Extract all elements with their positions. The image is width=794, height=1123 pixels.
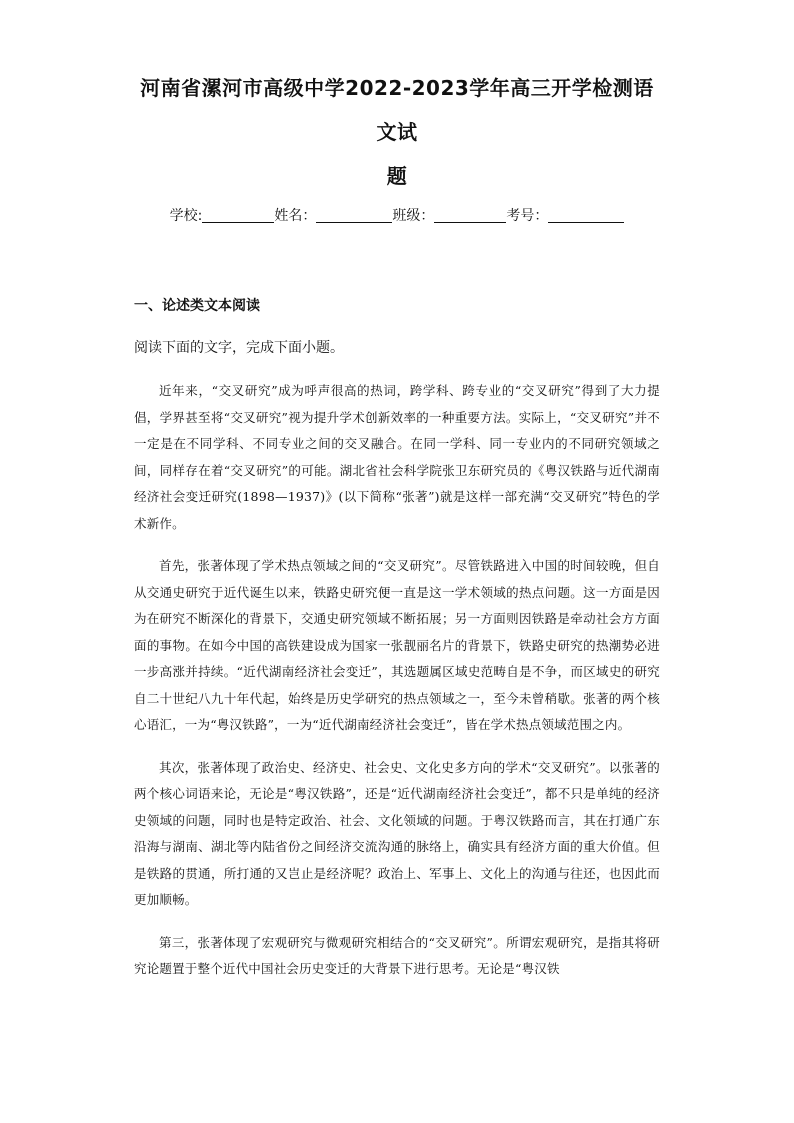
name-field: [274, 206, 392, 226]
id-label: 考号：: [506, 208, 549, 224]
student-info-line: [134, 206, 660, 226]
id-field: [506, 206, 624, 226]
id-blank: [548, 208, 624, 223]
class-label: 班级：: [392, 208, 435, 224]
title-line-2: 题: [386, 164, 408, 188]
title-line-1: 河南省漯河市高级中学2022-2023学年高三开学检测语文试: [140, 76, 654, 144]
passage-paragraph-2: 首先，张著体现了学术热点领域之间的“交叉研究”。尽管铁路进入中国的时间较晚，但自从交通史研究于近代诞生以来，铁路史研究便一直是这一学术领域的热点问题。这一方面是因为在研究不断深化的背景下，交通史研究领域不断拓展；另一方面则因铁路是牵动社会方方面面的事物。在如今中国的高铁建设成为国家一张靓丽名片的背景下，铁路史研究的热潮势必进一步高涨并持续。“近代湖南经济社会变迁”，其选题属区域史范畴自是不争，而区域史的研究自二十世纪八九十年代起，始终是历史学研究的热点领域之一，至今未曾稍歇。张著的两个核心语汇，一为“粤汉铁路”，一为“近代湖南经济社会变迁”，皆在学术热点领域范围之内。: [134, 558, 660, 732]
reading-instruction: 阅读下面的文字，完成下面小题。: [134, 340, 344, 356]
school-label: 学校:: [169, 208, 203, 224]
passage-paragraph-1: 近年来，“交叉研究”成为呼声很高的热词，跨学科、跨专业的“交叉研究”得到了大力提倡，学界甚至将“交叉研究”视为提升学术创新效率的一种重要方法。实际上，“交叉研究”并不一定是在不同学科、不同专业之间的交叉融合。在同一学科、同一专业内的不同研究领域之间，同样存在着“交叉研究”的可能。湖北省社会科学院张卫东研究员的《粤汉铁路与近代湖南经济社会变迁研究(1898—1937)》(以下简称“张著”)就是这样一部充满“交叉研究”特色的学术新作。: [134, 383, 660, 531]
section-heading: 一、论述类文本阅读: [134, 298, 260, 314]
class-blank: [434, 208, 506, 223]
school-blank: [202, 208, 274, 223]
passage-paragraph-3: 其次，张著体现了政治史、经济史、社会史、文化史多方向的学术“交叉研究”。以张著的两个核心词语来论，无论是“粤汉铁路”，还是“近代湖南经济社会变迁”，都不只是单纯的经济史领域的问题，同时也是特定政治、社会、文化领域的问题。于粤汉铁路而言，其在打通广东沿海与湖南、湖北等内陆省份之间经济交流沟通的脉络上，确实具有经济方面的重大价值。但是铁路的贯通，所打通的又岂止是经济呢？政治上、军事上、文化上的沟通与往还，也因此而更加顺畅。: [134, 759, 660, 907]
class-field: [392, 206, 506, 226]
name-blank: [316, 208, 392, 223]
exam-title: [134, 66, 660, 198]
reading-passage: [134, 378, 660, 983]
name-label: 姓名：: [274, 208, 317, 224]
passage-paragraph-4: 第三，张著体现了宏观研究与微观研究相结合的“交叉研究”。所谓宏观研究，是指其将研究论题置于整个近代中国社会历史变迁的大背景下进行思考。无论是“粤汉铁: [134, 934, 660, 976]
school-field: [170, 206, 275, 226]
